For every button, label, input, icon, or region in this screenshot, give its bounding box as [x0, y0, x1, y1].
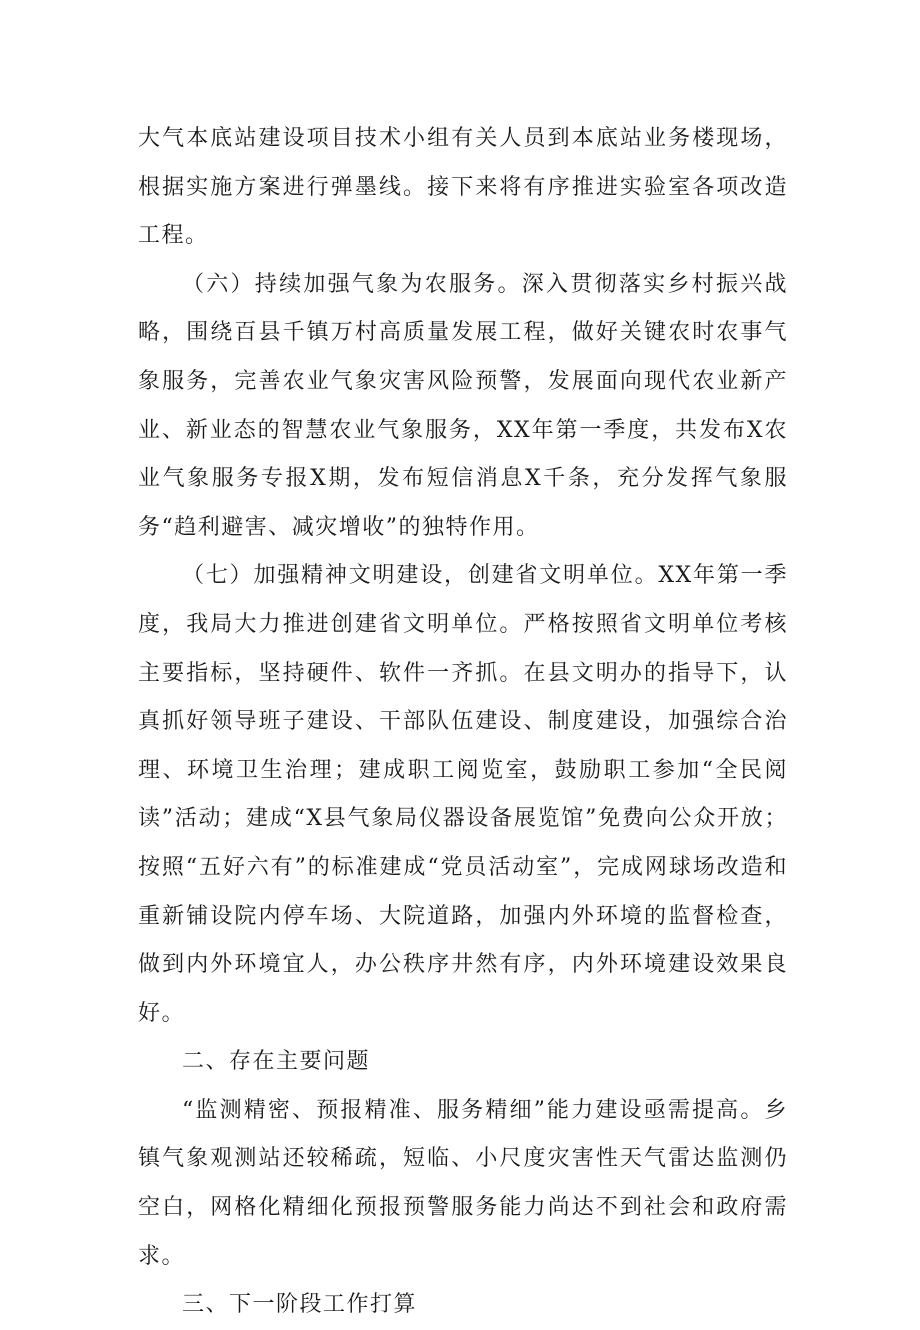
heading-main-problems: 二、存在主要问题 [182, 1049, 371, 1075]
paragraph-section-seven: （七）加强精神文明建设，创建省文明单位。XX年第一季度，我局大力推进创建省文明单位。严格按照省文明单位考核主要指标，坚持硬件、软件一齐抓。在县文明办的指导下，认真抓好领导班子建设、干部队伍建设、制度建设，加强综合治理、环境卫生治理；建成职工阅览室，鼓励职工参加“全民阅读”活动；建成“X县气象局仪器设备展览馆”免费向公众开放；按照“五好六有”的标准建成“党员活动室”，完成网球场改造和重新铺设院内停车场、大院道路，加强内外环境的监督检查，做到内外环境宜人，办公秩序井然有序，内外环境建设效果良好。 [138, 563, 788, 1026]
paragraph-continuation: 大气本底站建设项目技术小组有关人员到本底站业务楼现场，根据实施方案进行弹墨线。接下来将有序推进实验室各项改造工程。 [138, 126, 788, 249]
heading-next-plan: 三、下一阶段工作打算 [182, 1292, 418, 1318]
document-body [138, 115, 788, 1330]
paragraph-problems: “监测精密、预报精准、服务精细”能力建设亟需提高。乡镇气象观测站还较稀疏，短临、小尺度灾害性天气雷达监测仍空白，网格化精细化预报预警服务能力尚达不到社会和政府需求。 [138, 1097, 788, 1269]
paragraph-section-six: （六）持续加强气象为农服务。深入贯彻落实乡村振兴战略，围绕百县千镇万村高质量发展工程，做好关键农时农事气象服务，完善农业气象灾害风险预警，发展面向现代农业新产业、新业态的智慧农业气象服务，XX年第一季度，共发布X农业气象服务专报X期，发布短信消息X千条，充分发挥气象服务“趋利避害、减灾增收”的独特作用。 [138, 271, 788, 540]
